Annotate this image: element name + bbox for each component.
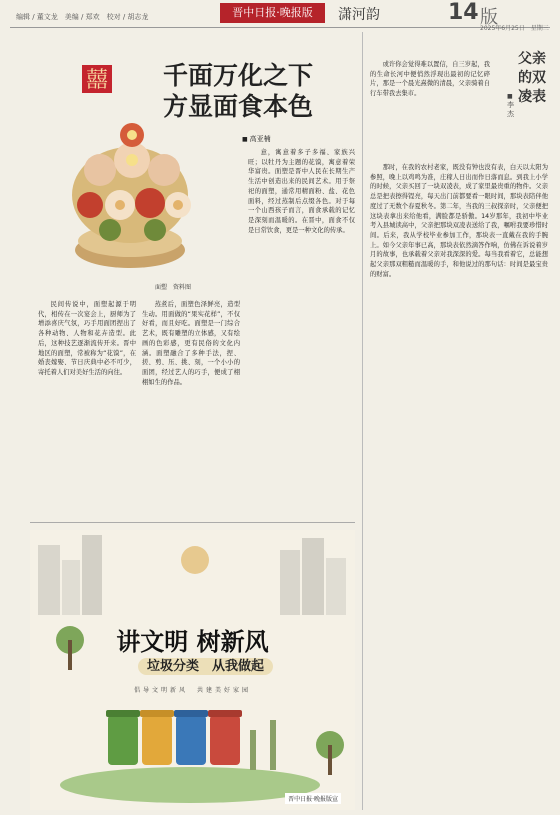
issue-date: 2025年6月25日 星期三 (480, 25, 549, 32)
public-service-poster (30, 530, 355, 810)
svg-text:囍: 囍 (85, 68, 109, 93)
section-divider (30, 522, 355, 523)
side-article-author: ■ 李杰 (507, 92, 517, 119)
side-article-title: 父亲的双凌表 (518, 51, 546, 105)
article-column-3 (248, 148, 355, 515)
side-body-text: 那时，在我的农村老家，既没有钟也没有表，白天以太阳为参照，晚上以鸡鸣为准，庄稼人日出而作日落而息。到我上小学的时候，父亲买回了一块双凌表，成了家里最贵重的物件。父亲总是把表擦得锃亮，每天出门前都要看一眼时间，那块表陪伴他度过了无数个春夏秋冬。第二年，当我的三叔探亲时，父亲便把这块表拿出来给他看，满脸都是骄傲。14岁那年，我初中毕业考入县城读高中，父亲把那块双凌表送给了我，嘱咐我要珍惜时间。后来，我从学校毕业参加工作，那块表一直戴在我的手腕上。如今父亲年事已高，那块表依然滴答作响，仿佛在诉说着岁月的故事，也承载着父亲对我深深的爱。每当我看着它，总能想起父亲那双粗糙而温暖的手，和他说过的那句话：时间是最宝贵的财富。 (370, 164, 548, 278)
title-line-1: 千面万化之下 (163, 61, 314, 90)
article-column-2 (142, 300, 240, 515)
article-title (163, 60, 373, 122)
column-divider (362, 32, 363, 810)
page-header (10, 0, 550, 28)
poster-slogan: 倡导文明新风 共建美好家园 (133, 687, 251, 694)
page-number: 14 (448, 0, 479, 25)
article-column-1 (38, 300, 136, 515)
staff-credits: 编辑 / 董文龙 美编 / 郑欢 校对 / 胡志龙 (16, 13, 149, 21)
page-label: 版 (480, 7, 498, 28)
title-line-2: 方显面食本色 (163, 92, 314, 121)
poster-credit: 晋中日报·晚报版宣 (285, 793, 341, 804)
photo-caption: 面塑 资料图 (155, 284, 192, 291)
poster-title: 讲文明 树新风 (116, 628, 269, 656)
column-name: 潇河韵 (338, 7, 380, 23)
poster-subtitle: 垃圾分类 从我做起 (138, 658, 273, 675)
side-intro-text: 或许你会觉得难以置信，自三岁起，我的生命长河中便悄然浮现出最初的记忆碎片，那是一个晨光熹微的清晨，父亲骑着自行车带我去集市。 (370, 61, 490, 98)
article-byline: ■ 高亚楠 (242, 134, 271, 144)
column-1-text: 民间传说中，面塑起源于明代，相传在一次宴会上，厨师为了增添喜庆气氛，巧手用面团捏出了各种动物、人物和花卉造型。此后，这种技艺逐渐流传开来。晋中地区的面塑，常被称为“花馍”，在婚丧嫁娶、节日庆典中必不可少，寄托着人们对美好生活的向往。 (38, 301, 136, 376)
column-2-text: 蒸煮后，面塑色泽鲜亮，造型生动。用面做的“果实花样”，不仅好看，而且好吃。面塑是一门综合艺术，既有雕塑的立体感，又有绘画的色彩感，更有民俗的文化内涵。面塑融合了多种手法，捏、搓、剪、压、挑、刻，一个小小的面团，经过艺人的巧手，便成了栩栩如生的作品。 (142, 301, 240, 386)
side-article-body (370, 163, 548, 808)
side-article-intro (370, 60, 490, 160)
column-3-text: 意，寓意着多子多福、家族兴旺；以牡丹为主题的花馍，寓意着荣华富贵。面塑是晋中人民在长期生产生活中创造出来的民间艺术。用于祭祀的面塑，通常用精面粉、盐、花色面料，经过蒸制后点缀各色。对于每一个山西孩子而言，面食承载的记忆是深刻而温暖的。在晋中，面食不仅是日常饮食，更是一种文化的传承。 (248, 149, 355, 234)
paper-logo: 晋中日报·晚报版 (220, 3, 325, 23)
